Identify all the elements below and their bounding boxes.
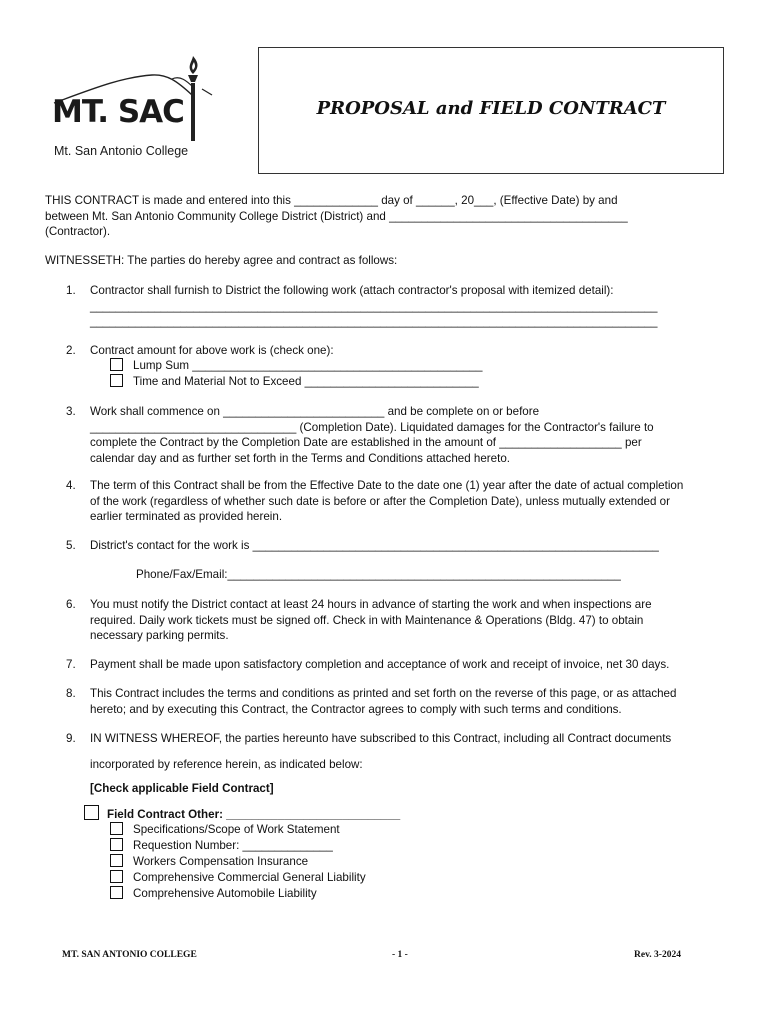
blank-line[interactable]: ________________________________________________________________________________________ bbox=[90, 299, 658, 313]
doc-label: Comprehensive Commercial General Liability bbox=[133, 871, 366, 884]
clause-text: hereto; and by executing this Contract, the Contractor agrees to comply with such terms and conditions. bbox=[90, 702, 622, 716]
doc-label: Requestion Number: ______________ bbox=[133, 839, 333, 852]
clause-number: 4. bbox=[66, 479, 76, 492]
workers-comp-checkbox[interactable] bbox=[110, 854, 123, 867]
check-heading: [Check applicable Field Contract] bbox=[90, 782, 274, 795]
clause-number: 3. bbox=[66, 405, 76, 418]
doc-label: Workers Compensation Insurance bbox=[133, 855, 309, 868]
doc-label: Comprehensive Automobile Liability bbox=[133, 887, 317, 900]
clause-text: Contractor shall furnish to District the following work (attach contractor's proposal with itemized detail): bbox=[90, 284, 614, 297]
logo-wordmark: MT. SAC bbox=[52, 94, 184, 130]
clause-text: You must notify the District contact at least 24 hours in advance of starting the work and when inspections are bbox=[90, 598, 652, 611]
clause-text: The term of this Contract shall be from the Effective Date to the date one (1) year after the date of actual completion bbox=[90, 479, 684, 492]
clause-text: Work shall commence on _________________________ and be complete on or before bbox=[90, 405, 540, 418]
time-material-label: Time and Material Not to Exceed ___________________________ bbox=[133, 375, 479, 388]
clause-number: 2. bbox=[66, 344, 76, 357]
clause-text: calendar day and as further set forth in the Terms and Conditions attached hereto. bbox=[90, 451, 510, 465]
clause-text: ________________________________ (Completion Date). Liquidated damages for the Contractor's failure to bbox=[90, 420, 654, 434]
time-material-checkbox[interactable] bbox=[110, 374, 123, 387]
footer-page-number: - 1 - bbox=[392, 950, 408, 960]
clause-text: necessary parking permits. bbox=[90, 629, 229, 642]
auto-liability-checkbox[interactable] bbox=[110, 886, 123, 899]
intro-line: THIS CONTRACT is made and entered into this _____________ day of ______, 20___, (Effective Date) by and bbox=[45, 194, 618, 207]
clause-text: Contract amount for above work is (check one): bbox=[90, 344, 334, 357]
field-contract-other-label: Field Contract Other: ___________________________ bbox=[107, 808, 401, 821]
lump-sum-label: Lump Sum _____________________________________________ bbox=[133, 359, 483, 372]
clause-text: This Contract includes the terms and conditions as printed and set forth on the reverse of this page, or as attached bbox=[90, 687, 677, 700]
requestion-number-checkbox[interactable] bbox=[110, 838, 123, 851]
witnesseth-text: WITNESSETH: The parties do hereby agree and contract as follows: bbox=[45, 254, 398, 267]
blank-line[interactable]: ________________________________________________________________________________________ bbox=[90, 315, 658, 328]
scope-of-work-checkbox[interactable] bbox=[110, 822, 123, 835]
intro-line: (Contractor). bbox=[45, 225, 111, 238]
clause-text: earlier terminated as provided herein. bbox=[90, 510, 283, 523]
torch-handle bbox=[191, 83, 195, 141]
lump-sum-checkbox[interactable] bbox=[110, 358, 123, 371]
clause-text: Payment shall be made upon satisfactory completion and acceptance of work and receipt of invoice, net 30 days. bbox=[90, 658, 670, 671]
general-liability-checkbox[interactable] bbox=[110, 870, 123, 883]
footer-college: MT. SAN ANTONIO COLLEGE bbox=[62, 950, 197, 960]
clause-text: of the work (regardless of whether such date is before or after the Completion Date), unless mutually extended or bbox=[90, 494, 670, 508]
intro-line: between Mt. San Antonio Community College District (District) and _____________________________________ bbox=[45, 209, 628, 223]
clause-number: 6. bbox=[66, 598, 76, 611]
clause-number: 7. bbox=[66, 658, 76, 671]
clause-number: 1. bbox=[66, 284, 76, 297]
intro-paragraph bbox=[45, 193, 725, 240]
clause-text: IN WITNESS WHEREOF, the parties hereunto have subscribed to this Contract, including all Contract documents bbox=[90, 732, 672, 745]
college-logo bbox=[52, 55, 222, 165]
footer-revision: Rev. 3-2024 bbox=[634, 950, 681, 960]
field-contract-documents bbox=[110, 822, 366, 902]
logo-subtitle: Mt. San Antonio College bbox=[54, 144, 189, 158]
district-contact-line[interactable]: District's contact for the work is _______________________________________________________________ bbox=[90, 539, 659, 552]
clause-text: incorporated by reference herein, as indicated below: bbox=[90, 757, 363, 771]
page-title: PROPOSAL and FIELD CONTRACT bbox=[316, 98, 666, 119]
doc-label: Specifications/Scope of Work Statement bbox=[133, 823, 340, 836]
title-box bbox=[258, 47, 724, 174]
clause-number: 9. bbox=[66, 732, 76, 745]
field-contract-other-checkbox[interactable] bbox=[84, 805, 99, 820]
clause-number: 5. bbox=[66, 539, 76, 552]
clause-number: 8. bbox=[66, 687, 76, 700]
clause-text: complete the Contract by the Completion Date are established in the amount of ___________________ per bbox=[90, 436, 642, 449]
phone-fax-email-line[interactable]: Phone/Fax/Email:_____________________________________________________________ bbox=[136, 568, 621, 581]
contract-amount-options bbox=[110, 358, 482, 390]
clause-text: required. Daily work tickets must be signed off. Check in with Maintenance & Operations (Bldg. 47) to obtain bbox=[90, 613, 644, 627]
field-contract-other-row bbox=[84, 805, 400, 823]
